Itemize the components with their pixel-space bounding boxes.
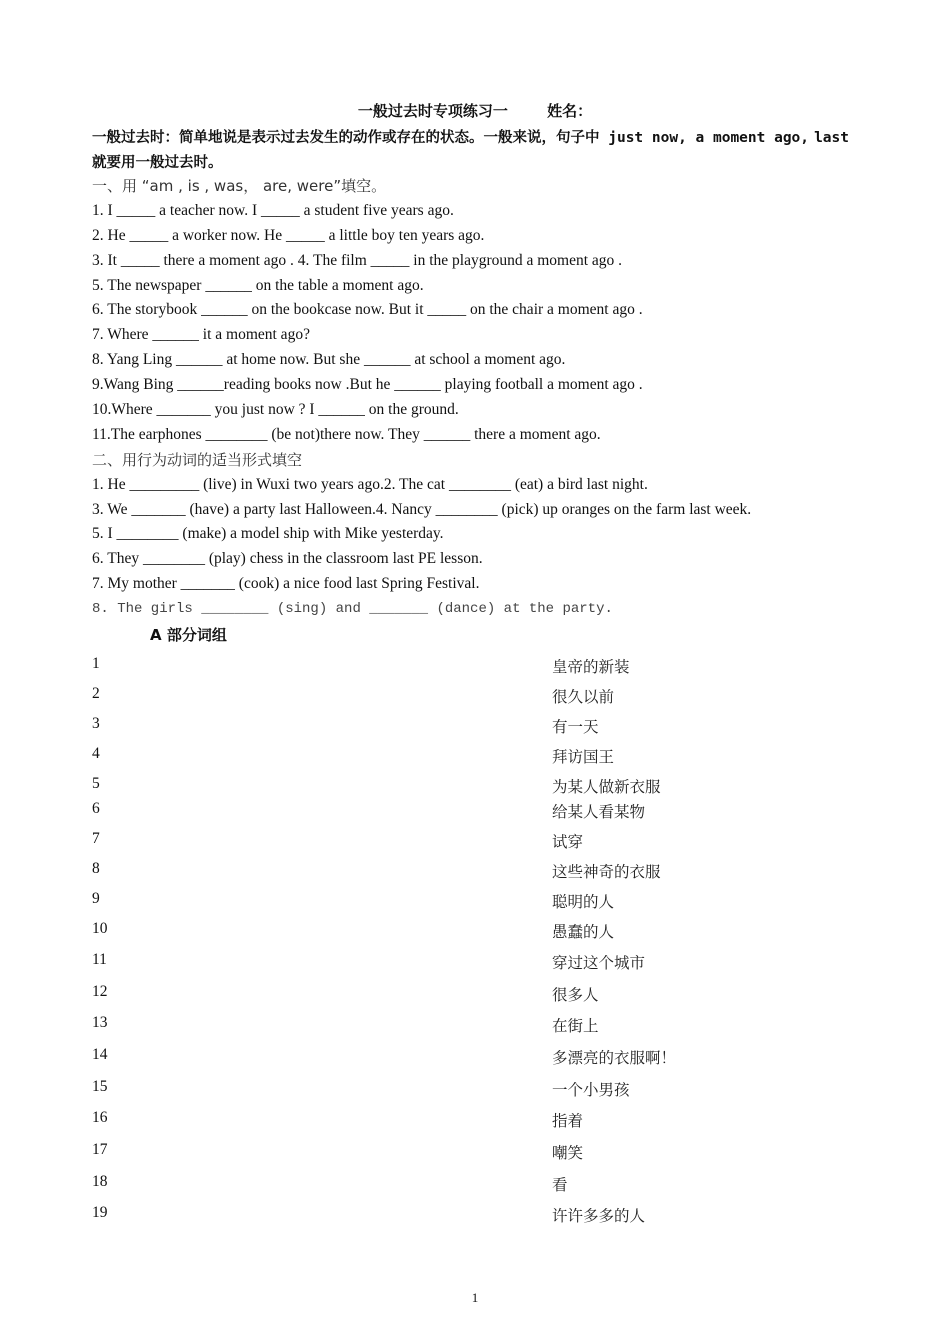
vocab-chinese: 给某人看某物	[552, 803, 646, 821]
vocab-number: 19	[92, 1204, 108, 1221]
vocab-row	[92, 800, 692, 824]
vocab-number: 2	[92, 685, 100, 702]
vocab-number: 8	[92, 860, 100, 877]
vocab-chinese: 嘲笑	[552, 1144, 584, 1162]
vocab-number: 9	[92, 890, 100, 907]
section1-item: 10.Where _______ you just now ? I ______ on the ground.	[92, 401, 459, 419]
vocab-row	[92, 1046, 692, 1070]
intro-paragraph	[92, 126, 862, 176]
vocab-chinese: 拜访国王	[552, 748, 615, 766]
section1-item: 6. The storybook ______ on the bookcase now. But it _____ on the chair a moment ago .	[92, 301, 643, 319]
vocab-number: 13	[92, 1014, 108, 1031]
intro-mono-1: just now, a moment ago,	[599, 130, 810, 146]
vocab-chinese: 穿过这个城市	[552, 954, 646, 972]
vocab-chinese: 指着	[552, 1112, 584, 1130]
page-title	[0, 100, 950, 121]
vocab-chinese: 很久以前	[552, 688, 615, 706]
section1-item: 9.Wang Bing ______reading books now .But he ______ playing football a moment ago .	[92, 376, 643, 394]
vocab-row	[92, 951, 692, 975]
vocab-chinese: 有一天	[552, 718, 599, 736]
vocab-chinese: 许许多多的人	[552, 1207, 646, 1225]
vocab-chinese: 这些神奇的衣服	[552, 863, 661, 881]
vocab-number: 14	[92, 1046, 108, 1063]
section1-item: 11.The earphones ________ (be not)there now. They ______ there a moment ago.	[92, 425, 601, 443]
section1-item: 7. Where ______ it a moment ago?	[92, 326, 310, 344]
vocab-number: 5	[92, 775, 100, 792]
worksheet-title: 一般过去时专项练习一	[357, 102, 508, 120]
section1-heading: 一、用 “am , is , was， are, were”填空。	[92, 177, 387, 195]
section2-item: 5. I ________ (make) a model ship with Mike yesterday.	[92, 525, 444, 543]
name-label: 姓名：	[547, 102, 593, 120]
vocab-number: 17	[92, 1141, 108, 1158]
section2-item: 3. We _______ (have) a party last Halloween.4. Nancy ________ (pick) up oranges on the farm last week.	[92, 500, 752, 518]
vocab-chinese: 试穿	[552, 833, 584, 851]
vocab-row	[92, 1141, 692, 1165]
section1-item: 3. It _____ there a moment ago . 4. The film _____ in the playground a moment ago .	[92, 251, 623, 269]
section1-item: 8. Yang Ling ______ at home now. But she ______ at school a moment ago.	[92, 351, 566, 369]
section2-item: 6. They ________ (play) chess in the classroom last PE lesson.	[92, 550, 483, 568]
vocab-row	[92, 860, 692, 884]
vocab-chinese: 为某人做新衣服	[552, 778, 661, 796]
section2-heading: 二、用行为动词的适当形式填空	[92, 450, 303, 469]
vocab-number: 18	[92, 1173, 108, 1190]
vocab-number: 4	[92, 745, 100, 762]
section2-item: 7. My mother _______ (cook) a nice food last Spring Festival.	[92, 575, 480, 593]
vocab-chinese: 皇帝的新装	[552, 658, 630, 676]
vocab-row	[92, 830, 692, 854]
section1-item: 1. I _____ a teacher now. I _____ a student five years ago.	[92, 201, 454, 219]
intro-mono-2: last	[814, 130, 849, 146]
intro-text-1: 一般过去时：简单地说是表示过去发生的动作或存在的状态。一般来说，句子中	[92, 130, 600, 146]
vocab-row	[92, 655, 692, 679]
vocab-number: 7	[92, 830, 100, 847]
vocab-row	[92, 745, 692, 769]
section1-item: 5. The newspaper ______ on the table a moment ago.	[92, 276, 424, 294]
vocab-number: 16	[92, 1109, 108, 1126]
vocab-row	[92, 1173, 692, 1197]
vocab-row	[92, 685, 692, 709]
vocab-number: 12	[92, 983, 108, 1000]
vocab-row	[92, 890, 692, 914]
vocab-number: 10	[92, 920, 108, 937]
intro-text-2: 就要用一般过去时。	[92, 155, 223, 171]
section2-item: 8. The girls ________ (sing) and _______ (dance) at the party.	[92, 601, 613, 618]
vocab-number: 6	[92, 800, 100, 817]
page-number: 1	[471, 1290, 479, 1305]
vocab-chinese: 在街上	[552, 1017, 599, 1035]
vocab-row	[92, 715, 692, 739]
vocab-number: 15	[92, 1078, 108, 1095]
section2-item: 1. He _________ (live) in Wuxi two years ago.2. The cat ________ (eat) a bird last night.	[92, 475, 648, 493]
vocab-chinese: 看	[552, 1176, 568, 1194]
vocab-row	[92, 1014, 692, 1038]
vocab-row	[92, 1109, 692, 1133]
part-a-heading: A 部分词组	[150, 626, 227, 644]
vocab-chinese: 多漂亮的衣服啊！	[552, 1049, 677, 1067]
vocab-chinese: 很多人	[552, 986, 599, 1004]
section1-item: 2. He _____ a worker now. He _____ a little boy ten years ago.	[92, 226, 485, 244]
vocab-row	[92, 1078, 692, 1102]
vocab-chinese: 愚蠢的人	[552, 923, 615, 941]
vocab-chinese: 一个小男孩	[552, 1081, 630, 1099]
vocab-row	[92, 920, 692, 944]
vocab-row	[92, 1204, 692, 1228]
vocab-row	[92, 983, 692, 1007]
exercise-lines	[92, 174, 872, 622]
vocab-number: 3	[92, 715, 100, 732]
vocab-number: 11	[92, 951, 107, 968]
vocab-number: 1	[92, 655, 100, 672]
vocab-chinese: 聪明的人	[552, 893, 615, 911]
vocab-row	[92, 775, 692, 799]
